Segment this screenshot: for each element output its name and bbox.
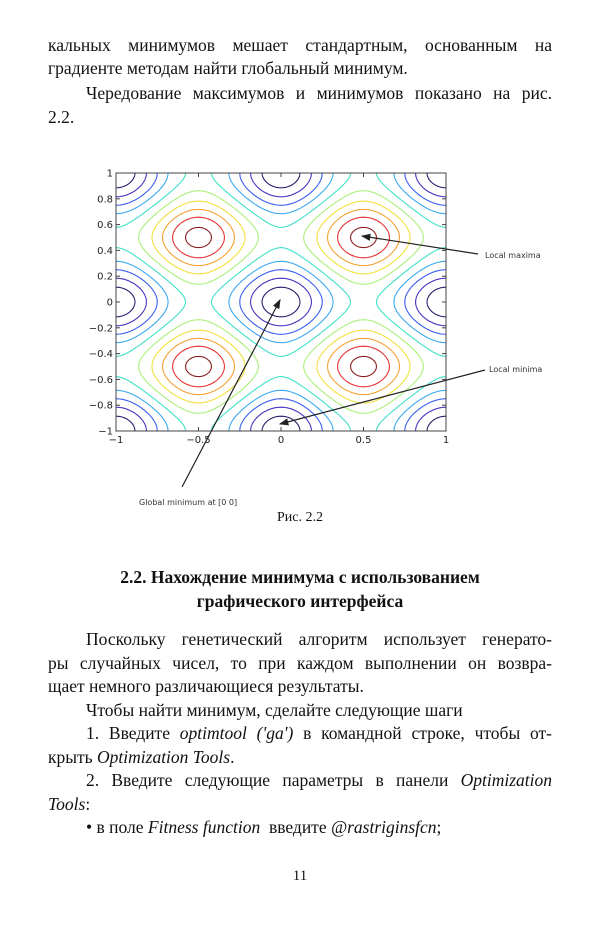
text: крыть [48,747,98,767]
italic-text: Optimization [460,770,552,790]
italic-text: Optimization Tools [97,747,231,767]
text-line: 2.2. [48,107,75,127]
contour-figure [80,160,560,530]
text: 1. Введите [86,723,180,743]
x-tick-label: −0.5 [186,435,211,446]
text-line: щает немного различающиеся результаты. [48,676,364,696]
italic-text: Tools [48,794,86,814]
y-tick-label: −0.8 [88,400,113,412]
y-tick-label: −0.6 [88,374,113,386]
step-1 [86,722,552,744]
y-tick-label: 0.2 [97,271,113,283]
y-tick-label: 1 [106,168,113,180]
text-line: Чередование максимумов и минимумов показано на рис. [86,83,552,103]
y-tick-label: 0.6 [97,220,113,232]
global-minimum-label: Global minimum at [0 0] [139,498,238,507]
local-maxima-label: Local maxima [485,251,541,260]
step-1-cont [48,746,552,768]
y-tick-label: −0.2 [88,323,113,335]
local-minima-label: Local minima [489,365,543,374]
text: в командной строке, чтобы от- [293,723,552,743]
y-tick-label: 0 [106,297,113,309]
y-tick-label: 0.8 [97,194,113,206]
y-tick-label: −1 [98,426,113,438]
step-2-cont [48,793,552,815]
text: . [230,747,235,767]
page-number: 11 [292,868,308,884]
y-tick-label: −0.4 [88,349,113,361]
section-heading: графического интерфейса [196,591,404,611]
code-text: optimtool ('ga') [179,723,294,743]
text-line: Чтобы найти минимум, сделайте следующие шаги [86,700,463,720]
x-tick-label: 1 [442,435,450,446]
text: введите [260,817,331,837]
plot-area [116,173,446,431]
x-tick-label: 0 [277,435,285,446]
step-2 [86,769,552,791]
bullet-item [86,816,552,838]
text: ; [436,817,442,837]
code-text: @rastriginsfcn [330,817,437,837]
text-line: Поскольку генетический алгоритм использует генерато- [86,629,552,649]
text-line: ры случайных чисел, то при каждом выполнении он возвра- [48,653,552,673]
text-line: градиенте методам найти глобальный минимум. [48,58,408,78]
text-line: кальных минимумов мешает стандартным, основанным на [48,35,552,55]
y-tick-label: 0.4 [97,245,113,257]
italic-text: Fitness function [147,817,261,837]
bullet-icon: • [86,817,93,837]
text: 2. Введите следующие параметры в панели [86,770,461,790]
section-heading: 2.2. Нахождение минимума с использованием [120,567,480,587]
x-tick-label: −1 [108,435,124,446]
text: в поле [96,817,148,837]
figure-caption: Рис. 2.2 [277,510,323,525]
x-tick-label: 0.5 [355,435,372,446]
text: : [85,794,91,814]
